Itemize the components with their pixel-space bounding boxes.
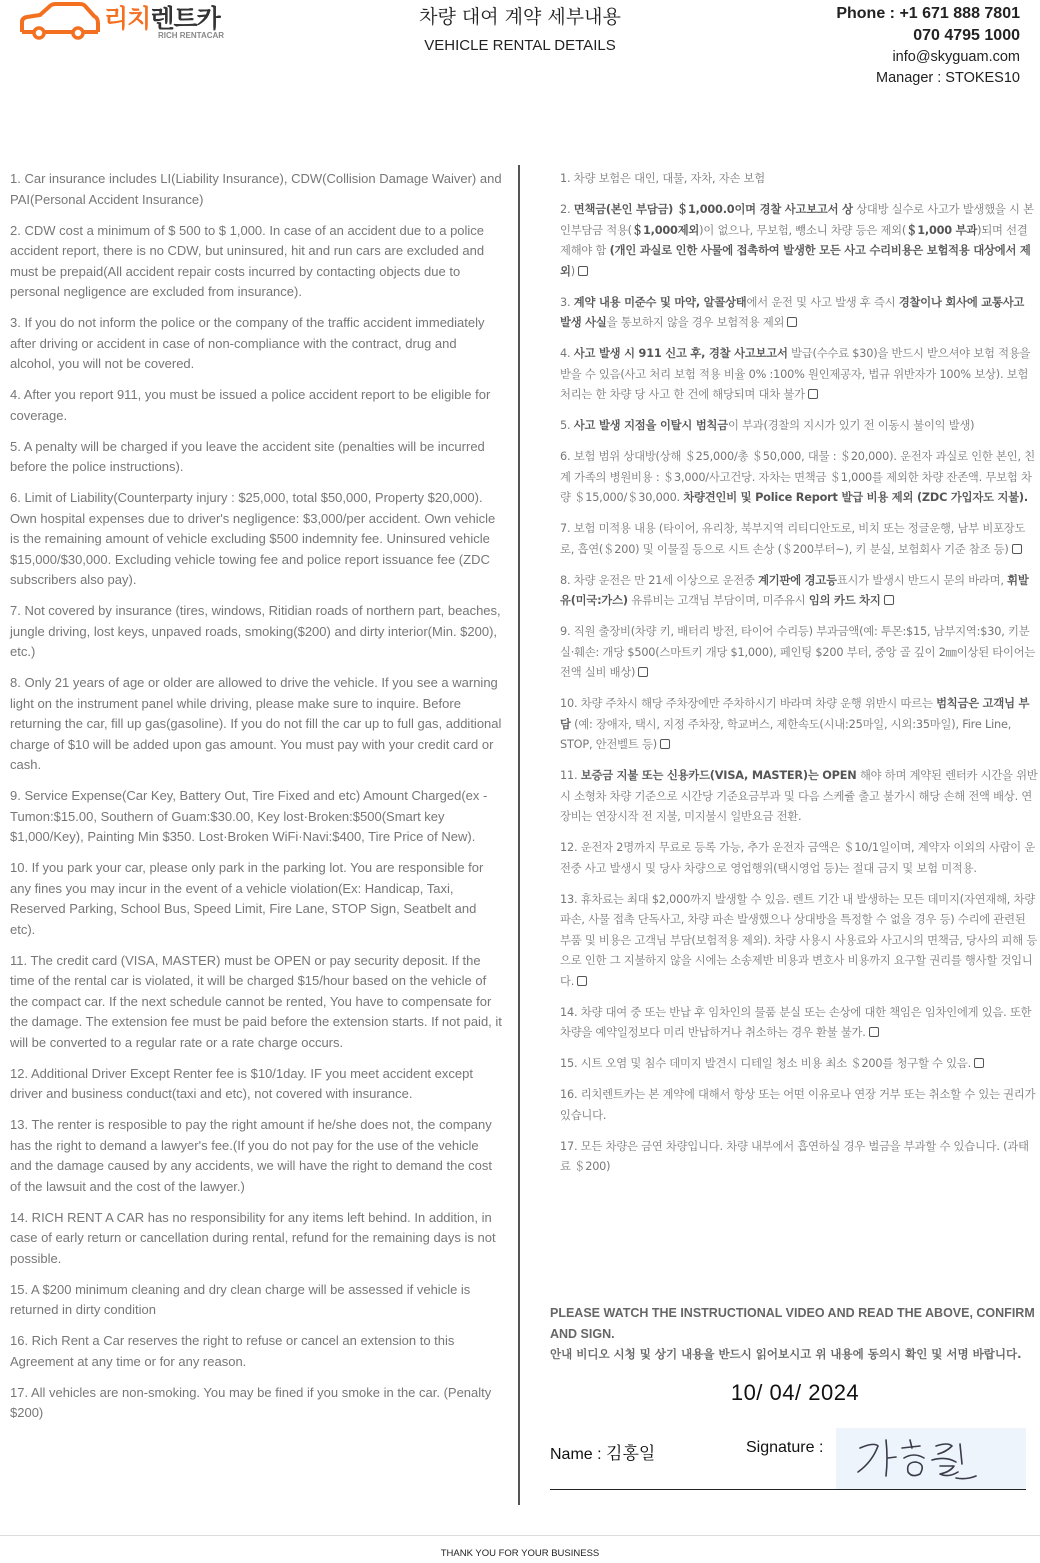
term-ko-item [560, 293, 1038, 334]
agree-checkbox[interactable] [808, 389, 818, 399]
term-ko-item [560, 694, 1038, 756]
term-en-item: 17. All vehicles are non-smoking. You may be fined if you smoke in the car. (Penalty $200) [10, 1384, 492, 1420]
page-title-english: VEHICLE RENTAL DETAILS [424, 37, 616, 54]
acknowledgement-english: PLEASE WATCH THE INSTRUCTIONAL VIDEO AND READ THE ABOVE, CONFIRM AND SIGN. [550, 1306, 1035, 1341]
signature-field[interactable] [836, 1428, 1026, 1490]
term-ko-text: 13. 휴차료는 최대 $2,000까지 발생할 수 있음. 렌트 기간 내 발생하는 모든 데미지(자연재해, 차량 파손, 사물 접촉 단독사고, 차량 파손 발생했으나 상대방을 특정할 수 없을 경우 등) 수리에 관련된 부품 및 비용은 고객님 부담(보험적용 제외). 차량 사용시 사용료와 사고시의 면책금, 당사의 피해 등으로 인한 그 지불하지 않을 시에는 소송제반 비용과 변호사 비용까지 요구할 권리를 행사할 것입니다. [560, 892, 1038, 988]
logo-name-orange: 리치 [104, 4, 151, 33]
contact-email: info@skyguam.com [892, 49, 1020, 65]
term-ko-text: 10. 차량 주차시 해당 주차장에만 주차하시기 바라며 차량 운행 위반시 따르는 [560, 697, 937, 710]
term-ko-emphasis: ＄1,000 부과 [906, 223, 978, 237]
term-en-item: 12. Additional Driver Except Renter fee is $10/1day. IF you meet accident except driver and business conduct(taxi and etc), not covered with insurance. [10, 1065, 473, 1101]
term-ko-item [560, 447, 1038, 509]
term-ko-emphasis: 사고 발생 시 911 신고 후, 경찰 사고보고서 [573, 347, 788, 360]
terms-english-column [10, 169, 502, 1434]
term-ko-emphasis: ＄1,000제외 [631, 223, 700, 237]
term-en-item: 13. The renter is resposible to pay the right amount if he/she does not, the company has the right to demand a lawyer's fee.(If you do not pay for the use of the vehicle and the damage caused by any accidents, we will have the right to demand the cost of the lawsuit and the cost of the lawyer.) [10, 1117, 493, 1194]
term-en-item: 9. Service Expense(Car Key, Battery Out, Tire Fixed and etc) Amount Charged(ex - Tumon:$15.00, Southern of Guam:$30.00, Key lost·Broken:$500(Smart key $1,000/Key), Painting Min $350. Lost·Broken WiFi·Navi:$400, Tire Price of New). [10, 788, 488, 844]
term-ko-text: )이 없으나, 무보험, 뺑소니 차량 등은 제외( [699, 223, 907, 237]
column-divider [518, 165, 520, 1505]
agree-checkbox[interactable] [660, 739, 670, 749]
agree-checkbox[interactable] [578, 266, 588, 276]
logo-name-dark: 렌트카 [150, 4, 220, 33]
term-ko-item [560, 890, 1038, 993]
term-ko-text: 9. 직원 출장비(차량 키, 배터리 방전, 타이어 수리등) 부과금액(예: 투몬:$15, 남부지역:$30, 키분실·훼손: 개당 $500(스마트키 개당 $1,000), 페인팅 $200 부터, 중앙 골 깊이 2㎜이상된 타이어는 전액 실비 배상) [560, 625, 1036, 679]
term-ko-emphasis: 차량견인비 및 Police Report 발급 비용 제외 (ZDC 가입자도 지불). [683, 491, 1028, 504]
term-ko-item [560, 1003, 1038, 1044]
term-ko-emphasis: 범칙금은 고객님 부담 [560, 697, 1030, 731]
term-ko-emphasis: 보증금 지불 또는 신용카드(VISA, MASTER)는 OPEN [580, 769, 857, 782]
agree-checkbox[interactable] [1012, 544, 1022, 554]
term-en-item: 8. Only 21 years of age or older are allowed to drive the vehicle. If you see a warning light on the instrument panel while driving, please make sure to inquire. Before returning the car, fill up gas(gasoline). If you do not fill the car up to full gas, additional charge of $10 will be added upon gas amount. You must pay with your credit card or cash. [10, 675, 502, 772]
logo-subtitle: RICH RENTACAR [158, 31, 225, 40]
agree-checkbox[interactable] [577, 976, 587, 986]
term-ko-text: 을 통보하지 않을 경우 보험적용 제외 [606, 316, 785, 329]
term-en-item: 10. If you park your car, please only park in the parking lot. You are responsible for any fines you may incur in the event of a vehicle violation(Ex: Handicap, Taxi, Reserved Parking, School Bus, Speed Limit, Fire Lane, STOP Sign, Seatbelt and etc). [10, 860, 484, 937]
term-ko-text: 2. [560, 203, 574, 216]
agree-checkbox[interactable] [974, 1058, 984, 1068]
term-ko-item [560, 344, 1038, 406]
term-en-item: 6. Limit of Liability(Counterparty injury : $25,000, total $50,000, Property $20,000). Own hospital expenses due to driver's negligence: $3,000/per accident. Own vehicle is the remaining amount of vehicle excluding $500 indemnity fee. Uninsured vehicle $15,000/$30,000. Excluding vehicle towing fee and police report issuance fee (ZDC subscribers also pay). [10, 490, 496, 587]
term-ko-text: 3. [560, 295, 574, 309]
contract-date: 10/ 04/ 2024 [730, 1380, 860, 1405]
agree-checkbox[interactable] [884, 595, 894, 605]
term-ko-emphasis: 면책금(본인 부담금) ＄1,000.0이며 경찰 사고보고서 상 [573, 203, 853, 216]
term-ko-text: 8. 차량 운전은 만 21세 이상으로 운전중 [560, 573, 759, 587]
term-en-item: 2. CDW cost a minimum of $ 500 to $ 1,000. In case of an accident due to a police accident report, there is no CDW, but uninsured, hit and run cars are excluded and must be prepaid(All accident repair costs incurred by contacting objects due to personal negligence are excluded from insurance). [10, 222, 485, 299]
term-en-item: 7. Not covered by insurance (tires, windows, Ritidian roads of northern part, beaches, jungle driving, lost keys, unpaved roads, smoking($200) and dirty interior(Min. $200), etc.) [10, 603, 501, 659]
term-en-item: 4. After you report 911, you must be issued a police accident report to be eligible for coverage. [10, 387, 491, 423]
acknowledgement [550, 1303, 1040, 1365]
term-ko-text: 17. 모든 차량은 금연 차량입니다. 차량 내부에서 흡연하실 경우 벌금을 부과할 수 있습니다. (과태료 ＄200) [560, 1139, 1029, 1173]
term-ko-text: 12. 운전자 2명까지 무료로 등록 가능, 추가 운전자 금액은 ＄10/1일이며, 계약자 이외의 사람이 운전중 사고 발생시 및 당사 차량으로 영업행위(택시영업 등)는 절대 금지 및 보험 미적용. [560, 841, 1036, 875]
term-ko-item [560, 1085, 1038, 1126]
contact-manager: Manager : STOKES10 [875, 70, 1020, 86]
term-en-item: 15. A $200 minimum cleaning and dry clean charge will be assessed if vehicle is returned in dirty condition [10, 1281, 471, 1317]
term-en-item: 16. Rich Rent a Car reserves the right to refuse or cancel an extension to this Agreement at any time or for any reason. [10, 1333, 455, 1369]
name-label: Name : [550, 1446, 607, 1463]
term-ko-item [560, 838, 1038, 879]
term-ko-text: 유류비는 고객님 부담이며, 미주유시 [627, 594, 809, 607]
term-ko-text: 6. 보험 범위 상대방(상해 ＄25,000/총 ＄50,000, 대물 : ＄20,000). 운전자 과실로 인한 본인, 친계 가족의 병원비용 : ＄3,000/사고건당. 자차는 면책금 ＄1,000를 제외한 차량 잔존액. 무보험 차량 ＄15,000/＄30,000. [560, 450, 1035, 504]
term-en-item: 5. A penalty will be charged if you leave the accident site (penalties will be incurred before the police instructions). [10, 438, 485, 474]
agree-checkbox[interactable] [869, 1027, 879, 1037]
signature-underline [550, 1489, 1026, 1490]
contact-block [836, 3, 1020, 89]
term-ko-item [560, 416, 1038, 437]
term-ko-text: )되며 선결제해야 함 [560, 223, 1028, 257]
renter-name: 김홍일 [606, 1444, 656, 1464]
term-ko-item [560, 200, 1038, 282]
term-ko-emphasis: 휘발유(미국:가스) [560, 573, 1029, 607]
term-ko-text: 14. 차량 대여 중 또는 반납 후 임차인의 물품 분실 또는 손상에 대한 책임은 임차인에게 있음. 또한 차량을 예약일정보다 미리 반납하거나 취소하는 경우 환불 불가. [560, 1005, 1032, 1039]
term-ko-text: (예: 장애자, 택시, 지정 주차장, 학교버스, 제한속도(시내:25마일, 시외:35마일), Fire Line, STOP, 안전벨트 등) [560, 717, 1012, 751]
page-title-korean: 차량 대여 계약 세부내용 [419, 6, 621, 28]
term-en-item: 1. Car insurance includes LI(Liability Insurance), CDW(Collision Damage Waiver) and PAI(Personal Accident Insurance) [10, 171, 502, 207]
term-ko-text: 표시가 발생시 반드시 문의 바라며, [836, 573, 1008, 587]
term-ko-item [560, 766, 1038, 828]
agree-checkbox[interactable] [638, 667, 648, 677]
term-ko-item [560, 519, 1038, 560]
agree-checkbox[interactable] [787, 317, 797, 327]
term-en-item: 11. The credit card (VISA, MASTER) must be OPEN or pay security deposit. If the time of the rental car is violated, it will be charged $15/hour based on the vehicle of the compact car. If the next schedule cannot be rented, You have to compensate for the damage. The extension fee must be paid before the extension starts. If not paid, it will be converted to a regular rate or a rate charge occurs. [10, 952, 502, 1050]
term-ko-text: 이 부과(경찰의 지시가 있기 전 이동시 불이익 발생) [727, 419, 975, 432]
handwritten-signature [836, 1428, 1026, 1490]
footer-divider [0, 1535, 1040, 1536]
term-ko-text: 발급(수수료 $30)을 반드시 받으셔야 보험 적용을 받을 수 있음(사고 처리 보험 적용 비율 0% :100% 원인제공자, 법규 위반자가 100% 보상). 보험처리는 한 차량 당 사고 한 건에 해당되며 대차 불가 [560, 347, 1031, 401]
term-ko-text: 15. 시트 오염 및 침수 데미지 발견시 디테일 청소 비용 최소 ＄200를 청구할 수 있음. [560, 1057, 971, 1070]
term-ko-emphasis: (개인 과실로 인한 사물에 접촉하여 발생한 모든 사고 수리비용은 보험적용 대상에서 제외 [560, 244, 1031, 278]
term-ko-item [560, 622, 1038, 684]
term-ko-item [560, 571, 1038, 612]
term-ko-text: 11. [560, 769, 581, 782]
term-ko-text: 7. 보험 미적용 내용 (타이어, 유리창, 북부지역 리티디안도로, 비치 또는 정글운행, 남부 비포장도로, 흡연(＄200) 및 이물질 등으로 시트 손상 (＄200부터~), 키 분실, 보험회사 기준 참조 등) [560, 522, 1026, 556]
term-ko-item [560, 1054, 1038, 1075]
term-en-item: 14. RICH RENT A CAR has no responsibility for any items left behind. In addition, in case of early return or cancellation during rental, refund for the remaining days is not possible. [10, 1209, 496, 1266]
acknowledgement-korean: 안내 비디오 시청 및 상기 내용을 반드시 읽어보시고 위 내용에 동의시 확인 및 서명 바랍니다. [550, 1347, 1022, 1361]
footer-thank-you: THANK YOU FOR YOUR BUSINESS [440, 1548, 600, 1559]
term-ko-text: 5. [560, 419, 574, 432]
signature-label: Signature : [746, 1439, 824, 1456]
renter-name-row [550, 1439, 655, 1464]
term-ko-emphasis: 계기판에 경고등 [758, 573, 837, 587]
term-en-item: 3. If you do not inform the police or the company of the traffic accident immediately after driving or accident in case of non-compliance with the contract, drug and alcohol, you will not be covered. [10, 315, 485, 371]
term-ko-text: 에서 운전 및 사고 발생 후 즉시 [746, 295, 899, 309]
term-ko-text: 해야 하며 계약된 렌터카 시간을 위반시 소형차 차량 기준으로 시간당 기준요금부과 및 다음 스케쥴 출고 불가시 해당 손해 전액 배상. 연장비는 연장시작 전 지불, 미지불시 일반요금 전환. [560, 769, 1038, 823]
term-ko-text: ) [570, 264, 575, 278]
term-ko-text: 16. 리치렌트카는 본 계약에 대해서 항상 또는 어떤 이유로나 연장 거부 또는 취소할 수 있는 권리가 있습니다. [560, 1088, 1036, 1122]
terms-korean-column [560, 169, 1038, 1188]
contact-phone: Phone : +1 671 888 7801 [836, 5, 1020, 22]
term-ko-emphasis: 계약 내용 미준수 및 마약, 알콜상태 [573, 295, 747, 309]
term-ko-text: 1. 차량 보험은 대인, 대물, 자차, 자손 보험 [560, 172, 765, 185]
term-ko-emphasis: 임의 카드 차지 [808, 594, 881, 607]
term-ko-text: 상대방 실수로 사고가 발생했을 시 본인부담금 적용( [560, 203, 1034, 237]
contact-phone-korea: 070 4795 1000 [913, 27, 1020, 44]
term-ko-item [560, 169, 1038, 190]
term-ko-emphasis: 사고 발생 지점을 이탈시 범칙금 [573, 419, 728, 432]
term-ko-emphasis: 경찰이나 회사에 교통사고 발생 사실 [560, 295, 1025, 329]
term-ko-item [560, 1137, 1038, 1178]
term-ko-text: 4. [560, 347, 574, 360]
